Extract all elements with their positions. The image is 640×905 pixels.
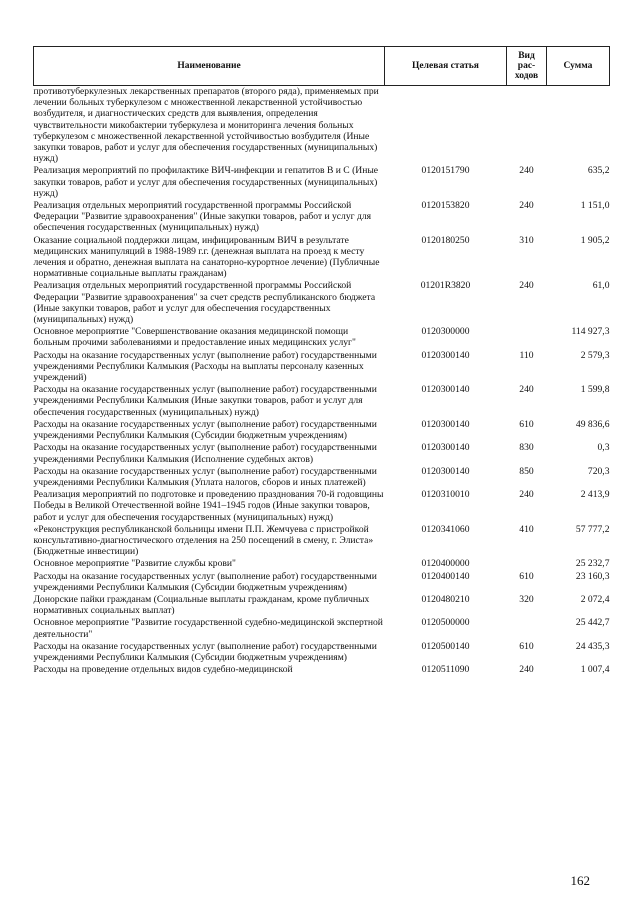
cell-name: Расходы на оказание государственных услуг (выполнение работ) государственными учреждениями Республики Калмыкия (Исполнение судебных актов): [33, 442, 377, 465]
cell-code: 0120151790: [421, 165, 470, 177]
cell-code: 0120300000: [421, 326, 470, 338]
header-vid: Вид рас-ходов: [507, 47, 547, 86]
cell-name: «Реконструкция республиканской больницы имени П.П. Жемчуева с пристройкой консультативно-диагностического отделения на 250 посещений в смену, г. Элиста» (Бюджетные инвестиции): [33, 523, 374, 558]
cell-vid: 610: [519, 418, 534, 430]
table-body: [34, 86, 610, 677]
cell-vid: 240: [519, 384, 534, 396]
cell-vid: 610: [519, 640, 534, 652]
cell-code: 0120300140: [421, 465, 470, 477]
cell-name: Основное мероприятие "Развитие государственной судебно-медицинской экспертной деятельности": [33, 617, 383, 640]
table-row: [34, 571, 610, 594]
table-row: [34, 489, 610, 524]
cell-code: 01201R3820: [420, 280, 471, 292]
table-row: [34, 200, 610, 235]
cell-name: Расходы на оказание государственных услуг (выполнение работ) государственными учреждениями Республики Калмыкия (Субсидии бюджетным учреждениям): [33, 418, 377, 442]
table-row: [34, 384, 610, 419]
table-row: [34, 617, 610, 640]
table-row: [34, 524, 610, 559]
cell-vid: 410: [519, 523, 534, 535]
cell-name: Оказание социальной поддержки лицам, инфицированным ВИЧ в результате медицинских манипуляций в 1988-1989 г.г. (денежная выплата на проезд к месту лечения и обратно, денежная выплата на санаторно-курортное лечение) (Публичные нормативные социальные выплаты гражданам): [33, 234, 380, 280]
cell-sum: [547, 86, 610, 166]
cell-code: 0120500000: [421, 617, 470, 629]
cell-sum: 2 579,3: [580, 349, 610, 361]
cell-sum: 2 072,4: [580, 593, 610, 605]
cell-sum: 61,0: [592, 280, 610, 292]
cell-code: 0120300140: [421, 349, 470, 361]
cell-name: Основное мероприятие "Развитие службы крови": [33, 558, 236, 570]
table-row: [34, 641, 610, 664]
cell-name: Расходы на оказание государственных услуг (выполнение работ) государственными учреждениями Республики Калмыкия (Иные закупки товаров, работ и услуг для обеспечения государственных (муниципальных) нужд): [33, 384, 377, 418]
cell-sum: 1 151,0: [580, 200, 610, 212]
cell-vid: 110: [519, 349, 534, 361]
cell-code: 0120500140: [421, 640, 470, 652]
cell-code: 0120300140: [421, 442, 470, 454]
cell-name: Расходы на оказание государственных услуг (выполнение работ) государственными учреждениями Республики Калмыкия (Уплата налогов, сборов и иных платежей): [33, 465, 377, 488]
cell-name: Расходы на проведение отдельных видов судебно-медицинской: [33, 664, 293, 676]
cell-sum: 2 413,9: [580, 489, 610, 501]
cell-code: 0120300140: [421, 384, 470, 396]
table-row: [34, 350, 610, 385]
cell-sum: 1 905,2: [580, 234, 610, 246]
cell-sum: 635,2: [587, 165, 610, 177]
cell-vid: 850: [519, 465, 534, 477]
table-row: [34, 594, 610, 617]
cell-name: Донорские пайки гражданам (Социальные выплаты гражданам, кроме публичных нормативных социальных выплат): [33, 593, 370, 617]
cell-sum: 25 232,7: [575, 558, 610, 570]
table-header-row: [34, 47, 610, 86]
page-number: 162: [570, 873, 590, 888]
cell-vid: 240: [519, 280, 534, 292]
cell-sum: 24 435,3: [575, 640, 610, 652]
cell-sum: 49 836,6: [575, 418, 610, 430]
cell-name: Расходы на оказание государственных услуг (выполнение работ) государственными учреждениями Республики Калмыкия (Расходы на выплаты персоналу казенных учреждений): [33, 349, 377, 384]
cell-sum: 720,3: [587, 465, 610, 477]
table-row: [34, 326, 610, 349]
cell-code: 0120400000: [421, 558, 470, 570]
cell-name: Реализация отдельных мероприятий государственной программы Российской Федерации "Развитие здравоохранения" за счет средств республиканского бюджета (Иные закупки товаров, работ и услуг для обеспечения государственных (муниципальных) нужд): [33, 280, 376, 326]
cell-vid: [507, 326, 547, 349]
cell-sum: 1 007,4: [580, 664, 610, 676]
cell-name: Основное мероприятие "Совершенствование оказания медицинской помощи больным прочими заболеваниями и предоставление иных медицинских услуг": [33, 326, 356, 349]
cell-vid: 240: [519, 489, 534, 501]
cell-name: Реализация мероприятий по профилактике ВИЧ-инфекции и гепатитов В и С (Иные закупки товаров, работ и услуг для обеспечения государственных (муниципальных) нужд): [33, 165, 379, 199]
cell-code: 0120300140: [421, 418, 470, 430]
budget-table: [33, 46, 610, 676]
table-row: [34, 664, 610, 676]
cell-name: Реализация отдельных мероприятий государственной программы Российской Федерации "Развитие здравоохранения" (Иные закупки товаров, работ и услуг для обеспечения государственных (муниципальных) нужд): [33, 200, 372, 234]
cell-vid: 310: [519, 234, 534, 246]
table-row: [34, 419, 610, 442]
table-row: [34, 280, 610, 326]
cell-vid: [507, 86, 547, 166]
table-row: [34, 466, 610, 489]
cell-name: Расходы на оказание государственных услуг (выполнение работ) государственными учреждениями Республики Калмыкия (Субсидии бюджетным учреждениям): [33, 570, 377, 593]
cell-name: Реализация мероприятий по подготовке и проведению празднования 70-й годовщины Победы в Великой Отечественной войне 1941–1945 годов (Иные закупки товаров, работ и услуг для обеспечения государственных (муниципальных) нужд): [33, 489, 384, 523]
table-row: [34, 558, 610, 570]
header-name: Наименование: [34, 47, 385, 86]
cell-vid: [507, 617, 547, 640]
cell-sum: 0,3: [597, 442, 610, 454]
table-row: [34, 442, 610, 465]
cell-sum: 1 599,8: [580, 384, 610, 396]
cell-code: 0120310010: [421, 489, 470, 501]
table-row: [34, 235, 610, 281]
cell-vid: 240: [519, 165, 534, 177]
cell-sum: 57 777,2: [575, 523, 610, 535]
cell-code: 0120400140: [421, 570, 470, 582]
cell-code: 0120480210: [421, 593, 470, 605]
cell-code: 0120341060: [421, 523, 470, 535]
cell-vid: 610: [519, 570, 534, 582]
cell-vid: [507, 558, 547, 570]
cell-sum: 114 927,3: [571, 326, 610, 338]
cell-vid: 240: [519, 200, 534, 212]
cell-sum: 25 442,7: [575, 617, 610, 629]
cell-vid: 830: [519, 442, 534, 454]
cell-code: 0120180250: [421, 234, 470, 246]
cell-name: Расходы на оказание государственных услуг (выполнение работ) государственными учреждениями Республики Калмыкия (Субсидии бюджетным учреждениям): [33, 640, 377, 663]
cell-name: противотуберкулезных лекарственных препаратов (второго ряда), применяемых при лечении больных туберкулезом с множественной лекарственной устойчивостью возбудителя, и диагностических средств для выявления, определения чувствительности микобактерии туберкулеза и мониторинга лечения больных туберкулезом с множественной лекарственной устойчивостью возбудителя (Иные закупки товаров, работ и услуг для обеспечения государственных (муниципальных) нужд): [33, 86, 379, 165]
cell-vid: 320: [519, 593, 534, 605]
header-sum: Сумма: [547, 47, 610, 86]
cell-vid: 240: [519, 664, 534, 676]
header-code: Целевая статья: [385, 47, 507, 86]
cell-code: 0120153820: [421, 200, 470, 212]
table-row: [34, 86, 610, 166]
table-row: [34, 165, 610, 200]
cell-sum: 23 160,3: [575, 570, 610, 582]
cell-code: 0120511090: [421, 664, 470, 676]
cell-code: [385, 86, 507, 166]
